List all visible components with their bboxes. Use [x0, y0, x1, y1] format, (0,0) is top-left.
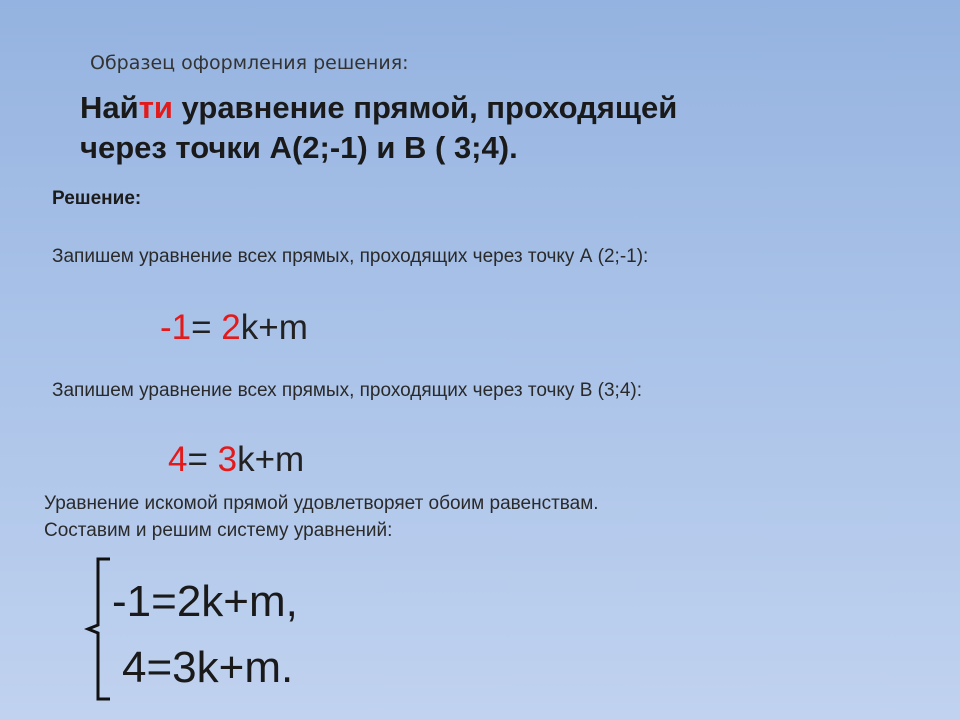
equation-a-coef: 2 — [221, 308, 241, 347]
equation-b-equals: = — [187, 440, 218, 479]
system-equation-2: 4=3k+m. — [122, 643, 294, 692]
equation-a-equals: = — [191, 308, 222, 347]
equation-a-lhs: -1 — [160, 308, 192, 347]
task-word-start: Най — [80, 90, 139, 125]
step-b-text: Запишем уравнение всех прямых, проходящих через точку В (3;4): — [52, 380, 642, 401]
equation-b — [168, 440, 304, 480]
task-highlight: ти — [138, 90, 173, 125]
system-equation-1: -1=2k+m, — [112, 577, 298, 626]
step-a-text: Запишем уравнение всех прямых, проходящих через точку А (2;-1): — [52, 246, 649, 267]
equation-b-rest: k+m — [237, 440, 305, 479]
equation-a-rest: k+m — [240, 308, 308, 347]
task-line-1 — [80, 88, 677, 128]
system-bracket-icon — [84, 555, 114, 703]
task-line-2: через точки А(2;-1) и В ( 3;4). — [80, 130, 518, 165]
conclusion-line-1: Уравнение искомой прямой удовлетворяет обоим равенствам. — [44, 493, 599, 514]
equation-a — [160, 308, 308, 348]
equation-b-lhs: 4 — [168, 440, 188, 479]
solution-label: Решение: — [52, 188, 142, 209]
conclusion-line-2: Составим и решим систему уравнений: — [44, 520, 393, 541]
task-statement — [80, 88, 677, 168]
equation-b-coef: 3 — [217, 440, 238, 479]
equation-system — [84, 555, 344, 705]
task-line-1-rest: уравнение прямой, проходящей — [172, 90, 678, 125]
sample-label: Образец оформления решения: — [90, 52, 409, 74]
conclusion — [44, 490, 599, 544]
